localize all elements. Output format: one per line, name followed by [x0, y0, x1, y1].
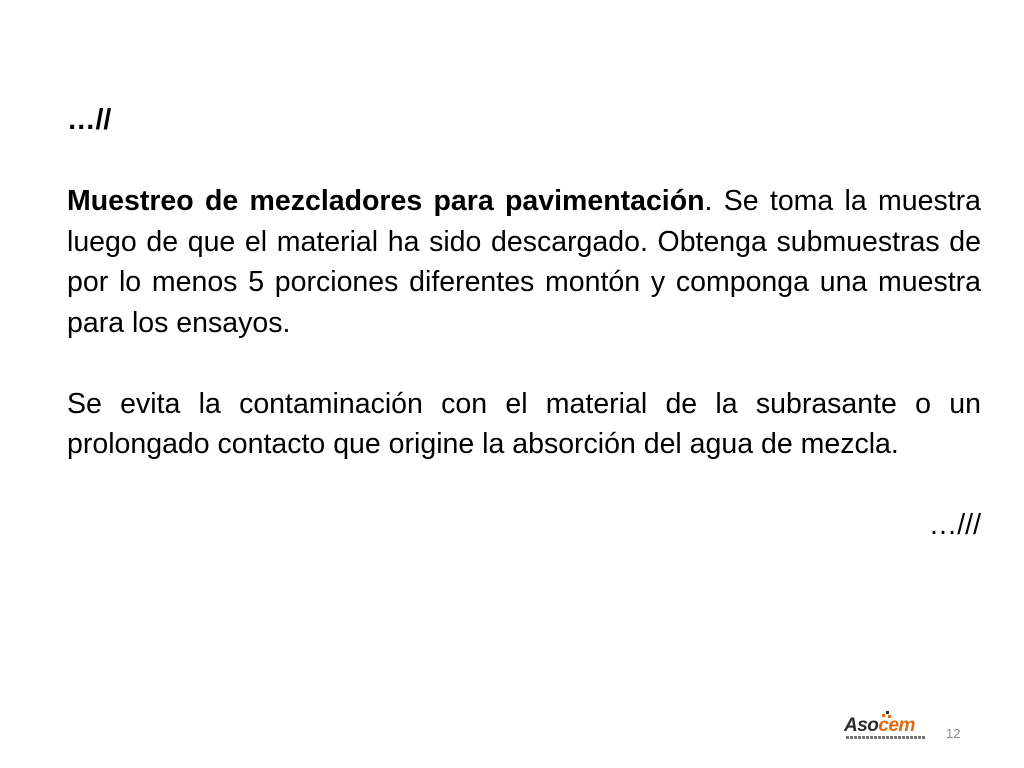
logo-letters-so: so	[857, 715, 879, 736]
logo-letters-cem: cem	[878, 715, 915, 736]
paragraph-mixer-sampling	[67, 181, 981, 343]
paragraph-lead-bold: Muestreo de mezcladores para pavimentación	[67, 185, 705, 217]
logo-wordmark	[844, 716, 915, 736]
continuation-mark-open: …//	[67, 104, 112, 136]
page-number: 12	[946, 726, 961, 741]
continuation-mark-close: …///	[928, 509, 981, 541]
slide-body	[67, 100, 981, 546]
paragraph-body: . Se toma la muestra luego de que el material ha sido descargado. Obtenga submuestras de por lo menos 5 porciones diferentes montón y componga una muestra para los ensayos.	[67, 185, 981, 339]
asocem-logo	[842, 716, 926, 742]
logo-tagline-decoration	[846, 736, 926, 739]
logo-letter-a: A	[844, 715, 858, 736]
paragraph-contamination: Se evita la contaminación con el material de la subrasante o un prolongado contacto que origine la absorción del agua de mezcla.	[67, 387, 981, 460]
